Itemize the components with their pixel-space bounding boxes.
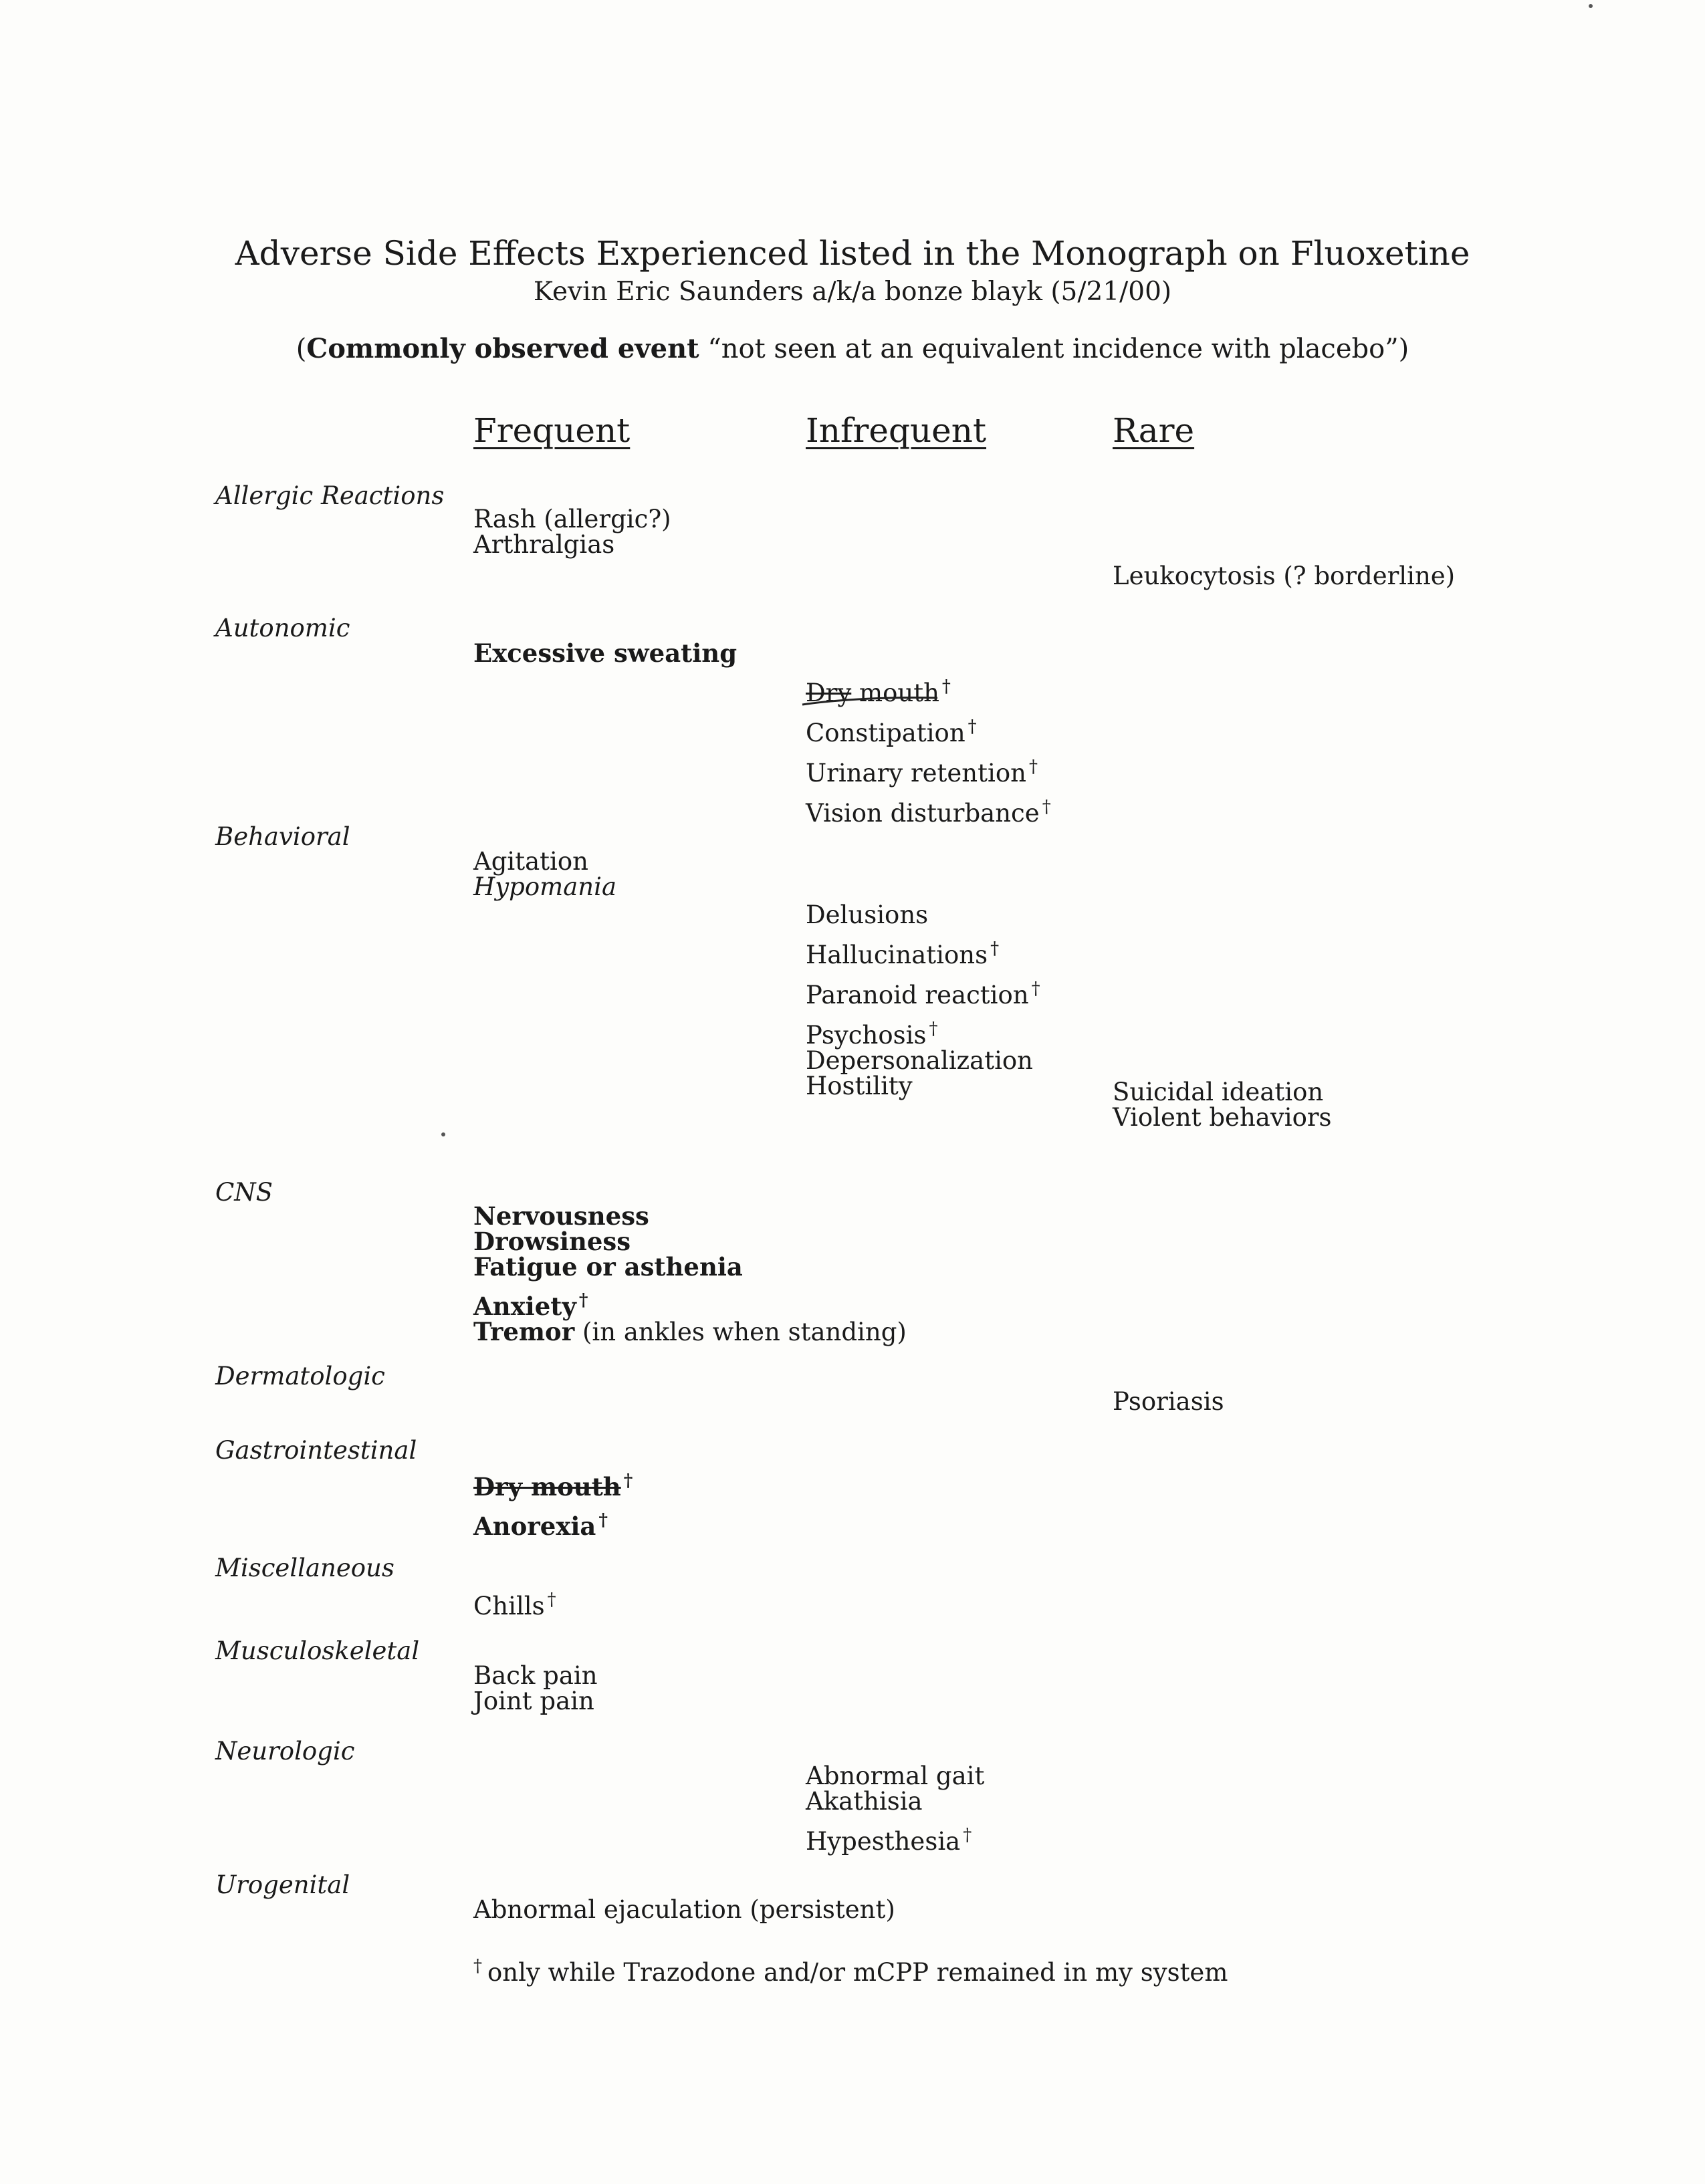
header-note (0, 333, 1705, 364)
dagger-mark: † (1042, 797, 1051, 817)
list-item: Fatigue or asthenia (473, 1252, 743, 1282)
list-item: Psoriasis (1113, 1387, 1224, 1416)
list-item: Joint pain (473, 1687, 594, 1715)
behavioral-frequent-list (473, 849, 616, 900)
dagger-mark: † (941, 677, 951, 697)
list-item: Hallucinations † (806, 939, 1000, 969)
document-subtitle: Kevin Eric Saunders a/k/a bonze blayk (5/21/00) (533, 277, 1172, 307)
list-item: Dry mouth † (473, 1471, 633, 1501)
list-item: Excessive sweating (473, 638, 737, 668)
gastro-frequent-list (473, 1468, 633, 1539)
list-item: Suicidal ideation (1113, 1078, 1324, 1106)
list-item: Abnormal gait (806, 1762, 985, 1790)
note-bold: Commonly observed event (306, 333, 699, 364)
struck-dry: Dry (806, 679, 852, 707)
list-item: Chills † (473, 1590, 556, 1620)
list-item: Akathisia (806, 1787, 923, 1816)
dermatologic-rare-list (1113, 1389, 1224, 1415)
list-item: Back pain (473, 1661, 598, 1690)
list-item: Depersonalization (806, 1046, 1034, 1075)
note-rest: “not seen at an equivalent incidence with placebo”) (699, 334, 1409, 364)
dagger-mark: † (968, 717, 977, 737)
neuro-infrequent-list (806, 1764, 984, 1854)
category-neurologic: Neurologic (215, 1737, 355, 1766)
dagger-mark: † (1031, 979, 1040, 999)
list-item: Tremor (in ankles when standing) (473, 1317, 907, 1346)
behavioral-infrequent-list (806, 902, 1040, 1099)
dagger-mark: † (929, 1019, 938, 1039)
list-item: Rash (allergic?) (473, 505, 671, 533)
category-miscellaneous: Miscellaneous (215, 1554, 394, 1582)
dagger-mark: † (963, 1825, 972, 1845)
list-item: Anxiety † (473, 1290, 588, 1321)
speck-mark (441, 1132, 445, 1136)
category-autonomic: Autonomic (215, 614, 350, 642)
list-item: Leukocytosis (? borderline) (1113, 562, 1456, 590)
tremor-note: (in ankles when standing) (574, 1318, 907, 1346)
category-urogenital: Urogenital (215, 1870, 350, 1899)
footnote-dagger: † (473, 1956, 482, 1976)
uro-frequent-list (473, 1897, 895, 1923)
category-musculoskeletal: Musculoskeletal (215, 1636, 420, 1665)
list-item: Hostility (806, 1072, 913, 1100)
footnote-text: only while Trazodone and/or mCPP remained in my system (487, 1958, 1228, 1987)
dagger-mark: † (578, 1290, 588, 1310)
column-header-frequent: Frequent (473, 411, 631, 450)
category-allergic: Allergic Reactions (215, 481, 445, 510)
behavioral-rare-list (1113, 1080, 1332, 1130)
list-item: Urinary retention † (806, 757, 1038, 787)
list-item: Vision disturbance † (806, 797, 1051, 828)
footnote (473, 1953, 1228, 1985)
category-dermatologic: Dermatologic (215, 1362, 385, 1390)
column-header-infrequent: Infrequent (806, 411, 987, 450)
list-item: Drowsiness (473, 1227, 631, 1256)
mouth-text: mouth (859, 679, 939, 707)
handwritten-scribble (800, 682, 940, 709)
column-header-rare: Rare (1113, 411, 1195, 450)
dagger-mark: † (623, 1471, 633, 1491)
musculo-frequent-list (473, 1663, 598, 1714)
misc-frequent-list (473, 1587, 556, 1619)
dagger-mark: † (1028, 757, 1038, 777)
dagger-mark: † (547, 1590, 556, 1610)
list-item: Constipation † (806, 717, 977, 747)
category-gastrointestinal: Gastrointestinal (215, 1436, 417, 1465)
list-item: Anorexia † (473, 1510, 608, 1541)
allergic-rare-list (1113, 564, 1455, 589)
autonomic-frequent-list (473, 640, 737, 666)
list-item: Arthralgias (473, 530, 615, 559)
list-item: Nervousness (473, 1201, 649, 1231)
list-item: Hypomania (473, 872, 616, 901)
category-cns: CNS (215, 1178, 273, 1207)
list-item: Abnormal ejaculation (persistent) (473, 1895, 895, 1924)
note-open: ( (296, 334, 307, 364)
list-item: Hypesthesia † (806, 1825, 972, 1856)
cns-frequent-list (473, 1203, 907, 1345)
dagger-mark: † (598, 1510, 608, 1530)
list-item: Delusions (806, 900, 929, 929)
document-title: Adverse Side Effects Experienced listed in the Monograph on Fluoxetine (235, 234, 1470, 273)
list-item: Agitation (473, 847, 588, 876)
speck-mark (1589, 4, 1593, 8)
category-behavioral: Behavioral (215, 822, 350, 851)
allergic-frequent-list (473, 507, 671, 558)
list-item: Psychosis † (806, 1019, 938, 1050)
list-item: Paranoid reaction † (806, 979, 1040, 1009)
dagger-mark: † (990, 939, 1000, 959)
list-item: Violent behaviors (1113, 1103, 1332, 1132)
